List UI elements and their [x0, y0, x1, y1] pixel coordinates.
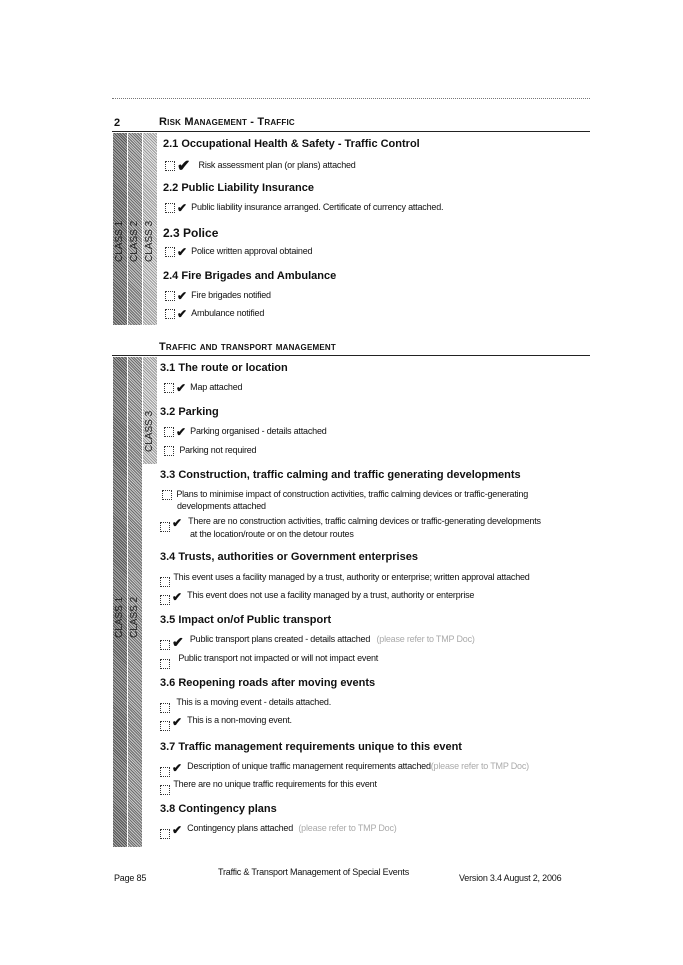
checklist-entry: ✔ Risk assessment plan (or plans) attached [165, 156, 356, 176]
checkbox-icon[interactable] [164, 383, 174, 393]
section-title: Traffic and transport management [159, 341, 336, 353]
item-heading: 2.3 Police [163, 226, 219, 240]
tick-icon: ✔ [172, 516, 182, 530]
checkbox-icon[interactable] [165, 309, 175, 319]
item-heading: 3.8 Contingency plans [160, 803, 277, 815]
tick-icon: ✔ [177, 201, 187, 215]
checklist-entry: ✔ Fire brigades notified [165, 289, 271, 303]
tick-icon: ✔ [172, 715, 182, 729]
class-label: CLASS 2 [129, 220, 140, 262]
item-heading: 3.2 Parking [160, 406, 219, 418]
section-divider [112, 355, 590, 356]
item-heading: 3.6 Reopening roads after moving events [160, 677, 376, 689]
class-label: CLASS 1 [114, 596, 125, 638]
checkbox-icon[interactable] [160, 522, 170, 532]
item-heading: 3.4 Trusts, authorities or Government enterprises [160, 551, 418, 563]
checklist-entry: There are no unique traffic requirements for this event [160, 779, 377, 795]
section-number: 2 [114, 117, 121, 129]
checkbox-icon[interactable] [165, 203, 175, 213]
class-label: CLASS 3 [144, 410, 155, 452]
tick-icon: ✔ [172, 761, 182, 775]
item-heading: 3.1 The route or location [160, 362, 288, 374]
checkbox-icon[interactable] [160, 767, 170, 777]
section-divider [112, 131, 590, 132]
item-heading: 2.1 Occupational Health & Safety - Traffic Control [163, 138, 420, 150]
checklist-entry: Parking not required [164, 445, 256, 456]
tick-icon: ✔ [177, 289, 187, 303]
checklist-entry: This event uses a facility managed by a trust, authority or enterprise; written approval attached [160, 572, 530, 587]
checklist-entry: ✔ There are no construction activities, traffic calming devices or traffic-generating developments [160, 516, 541, 532]
version-info: Version 3.4 August 2, 2006 [459, 873, 562, 883]
class-label: CLASS 1 [114, 220, 125, 262]
checklist-entry: ✔ Map attached [164, 381, 242, 395]
entry-continuation: developments attached [177, 501, 266, 511]
checklist-entry: ✔ This is a non-moving event. [160, 715, 292, 731]
top-divider [112, 98, 590, 99]
checkbox-icon[interactable] [162, 490, 172, 500]
checklist-entry: ✔ Public liability insurance arranged. Certificate of currency attached. [165, 201, 443, 215]
checklist-entry: ✔ Ambulance notified [165, 307, 264, 321]
section-title: Risk Management - Traffic [159, 116, 295, 128]
tick-icon: ✔ [176, 381, 186, 395]
class-label: CLASS 3 [144, 220, 155, 262]
checkbox-icon[interactable] [164, 446, 174, 456]
item-heading: 2.4 Fire Brigades and Ambulance [163, 270, 337, 282]
tick-icon: ✔ [172, 823, 182, 837]
checkbox-icon[interactable] [160, 721, 170, 731]
checkbox-icon[interactable] [160, 595, 170, 605]
checklist-entry: ✔ Description of unique traffic management requirements attached(please refer to TMP Doc) [160, 761, 529, 777]
checklist-entry: ✔ Public transport plans created - details attached (please refer to TMP Doc) [160, 634, 475, 651]
checkbox-icon[interactable] [160, 640, 170, 650]
tick-icon: ✔ [177, 245, 187, 259]
item-heading: 2.2 Public Liability Insurance [163, 182, 314, 194]
checkbox-icon[interactable] [160, 829, 170, 839]
tick-icon: ✔ [177, 307, 187, 321]
checklist-entry: This is a moving event - details attached. [160, 697, 331, 713]
item-heading: 3.5 Impact on/of Public transport [160, 614, 332, 626]
footer-title: Traffic & Transport Management of Special Events [218, 867, 409, 877]
checklist-entry: Plans to minimise impact of construction activities, traffic calming devices or traffic-generating [162, 489, 528, 500]
checklist-entry: ✔ Parking organised - details attached [164, 425, 327, 439]
checkbox-icon[interactable] [165, 291, 175, 301]
page-number: Page 85 [114, 873, 147, 883]
checkbox-icon[interactable] [165, 161, 175, 171]
item-heading: 3.7 Traffic management requirements unique to this event [160, 741, 462, 753]
checklist-entry: Public transport not impacted or will not impact event [160, 653, 378, 669]
checkbox-icon[interactable] [164, 427, 174, 437]
checkbox-icon[interactable] [160, 785, 170, 795]
tick-icon: ✔ [172, 590, 182, 604]
checklist-entry: ✔ Police written approval obtained [165, 245, 312, 259]
checklist-entry: ✔ Contingency plans attached (please refer to TMP Doc) [160, 823, 397, 839]
checkbox-icon[interactable] [160, 577, 170, 587]
item-heading: 3.3 Construction, traffic calming and traffic generating developments [160, 469, 521, 481]
checkbox-icon[interactable] [160, 703, 170, 713]
tick-icon: ✔ [177, 158, 191, 175]
checkbox-icon[interactable] [160, 659, 170, 669]
entry-continuation: at the location/route or on the detour routes [190, 529, 354, 539]
class-label: CLASS 2 [129, 596, 140, 638]
checklist-entry: ✔ This event does not use a facility managed by a trust, authority or enterprise [160, 590, 474, 605]
checkbox-icon[interactable] [165, 247, 175, 257]
tick-icon: ✔ [176, 425, 186, 439]
tick-icon: ✔ [172, 634, 184, 650]
